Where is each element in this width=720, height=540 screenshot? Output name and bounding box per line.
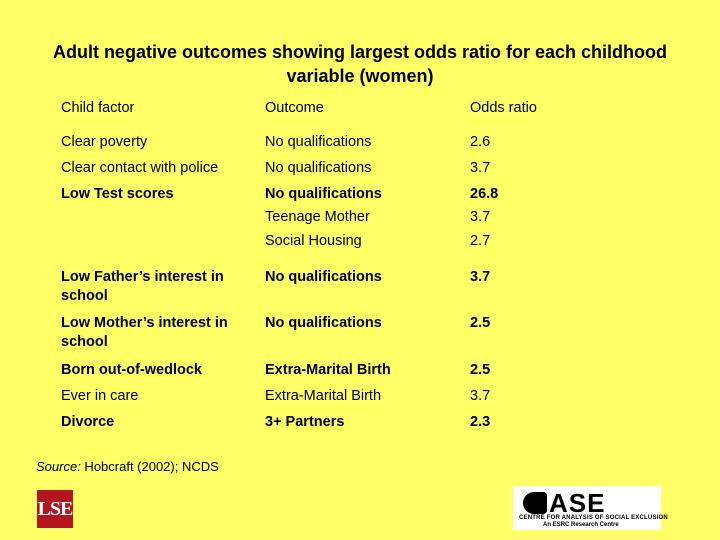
source-text: Hobcraft (2002); NCDS	[80, 459, 219, 474]
source-note	[36, 459, 219, 474]
row-child-factor: Clear poverty	[61, 134, 148, 150]
row-outcome: Teenage Mother	[265, 209, 370, 225]
row-odds-ratio: 3.7	[470, 209, 491, 225]
row-child-factor: Clear contact with police	[61, 160, 219, 176]
header-odds-ratio: Odds ratio	[470, 100, 537, 116]
row-child-factor: Born out-of-wedlock	[61, 362, 202, 378]
row-odds-ratio: 3.7	[470, 388, 491, 404]
row-odds-ratio: 3.7	[470, 160, 491, 176]
row-outcome: Social Housing	[265, 233, 362, 249]
slide-title: Adult negative outcomes showing largest odds ratio for each childhood variable (women)	[52, 42, 668, 86]
case-logo	[513, 486, 668, 530]
row-outcome: No qualifications	[265, 315, 382, 331]
row-outcome: No qualifications	[265, 269, 382, 285]
lse-logo: LSE	[37, 490, 73, 528]
row-odds-ratio: 2.7	[470, 233, 491, 249]
row-child-factor: Divorce	[61, 414, 115, 430]
header-child-factor: Child factor	[61, 100, 135, 116]
case-logo-text: ASE	[549, 488, 606, 518]
row-outcome: No qualifications	[265, 186, 382, 202]
row-child-factor: Low Father’s interest in school	[61, 269, 224, 304]
row-child-factor: Low Test scores	[61, 186, 174, 202]
row-odds-ratio: 2.5	[470, 315, 491, 331]
row-odds-ratio: 26.8	[470, 186, 499, 202]
row-outcome: 3+ Partners	[265, 414, 345, 430]
row-odds-ratio: 2.5	[470, 362, 491, 378]
source-label: Source:	[36, 459, 81, 474]
row-odds-ratio: 3.7	[470, 269, 491, 285]
row-outcome: Extra-Marital Birth	[265, 388, 382, 404]
row-outcome: Extra-Marital Birth	[265, 362, 391, 378]
header-outcome: Outcome	[265, 100, 324, 116]
case-logo-line1: CENTRE FOR ANALYSIS OF SOCIAL EXCLUSION	[519, 515, 668, 521]
row-odds-ratio: 2.3	[470, 414, 491, 430]
case-logo-line2: An ESRC Research Centre	[543, 522, 619, 528]
row-odds-ratio: 2.6	[470, 134, 491, 150]
case-c-icon	[523, 492, 547, 514]
row-child-factor: Ever in care	[61, 388, 139, 404]
row-child-factor: Low Mother’s interest in school	[61, 315, 228, 350]
row-outcome: No qualifications	[265, 160, 372, 176]
row-outcome: No qualifications	[265, 134, 372, 150]
